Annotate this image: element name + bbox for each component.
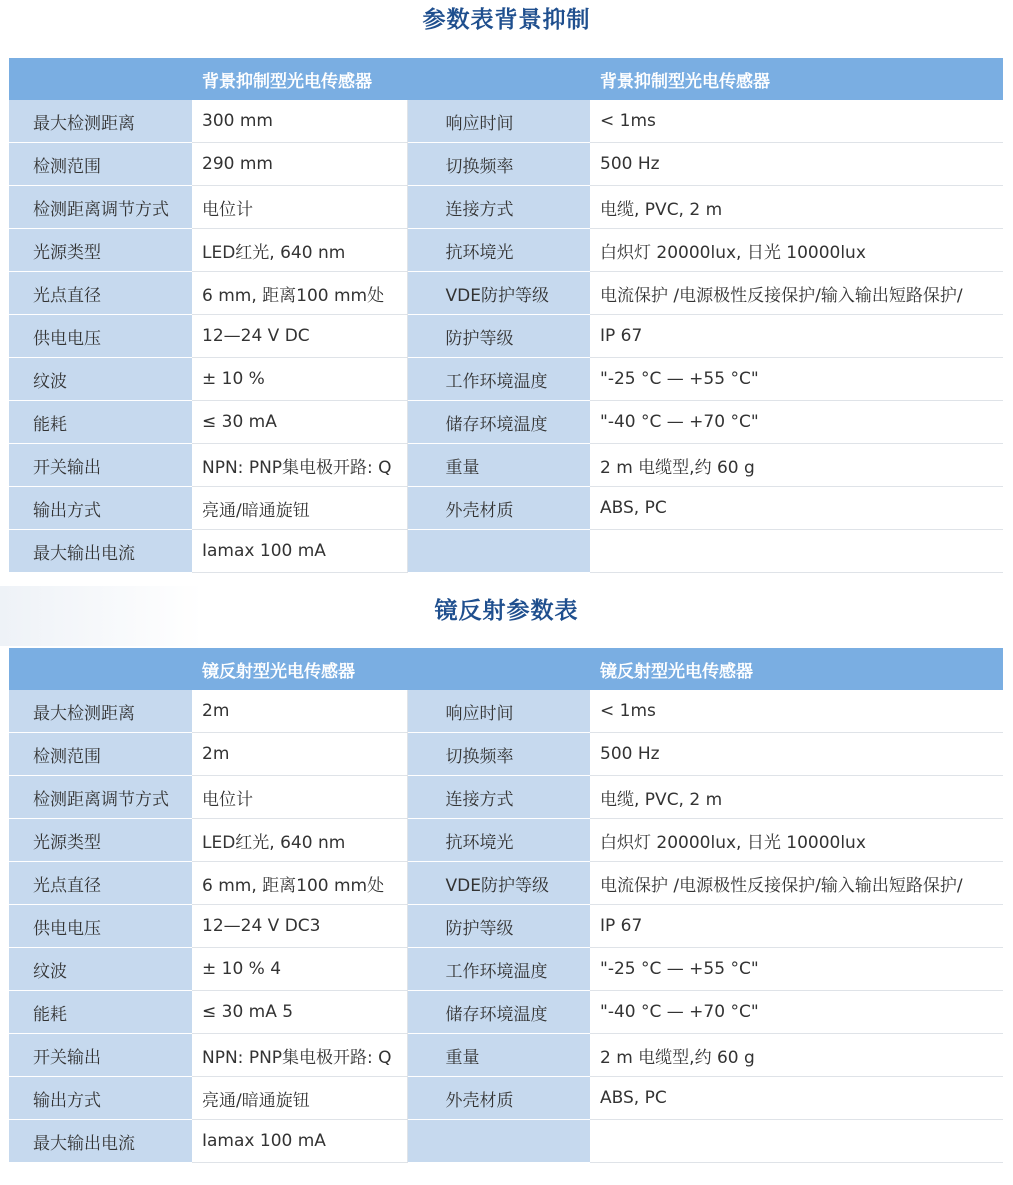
param-value: ± 10 % 4 bbox=[192, 948, 407, 991]
param-label: 检测距离调节方式 bbox=[9, 186, 192, 229]
table-row bbox=[9, 530, 1003, 573]
section-title: 镜反射参数表 bbox=[0, 586, 1013, 646]
section-title: 参数表背景抑制 bbox=[422, 7, 591, 33]
param-value: 290 mm bbox=[192, 143, 407, 186]
param-value: LED红光, 640 nm bbox=[192, 819, 407, 862]
param-label: 光源类型 bbox=[9, 229, 192, 272]
param-value: "-25 °C — +55 °C" bbox=[590, 358, 1003, 401]
table-row bbox=[9, 358, 1003, 401]
param-label: 检测距离调节方式 bbox=[9, 776, 192, 819]
table-row bbox=[9, 1077, 1003, 1120]
param-value: 2 m 电缆型,约 60 g bbox=[590, 1034, 1003, 1077]
param-label: 工作环境温度 bbox=[407, 358, 590, 401]
param-value: ABS, PC bbox=[590, 487, 1003, 530]
param-value: 亮通/暗通旋钮 bbox=[192, 487, 407, 530]
param-value: ≤ 30 mA bbox=[192, 401, 407, 444]
table-row bbox=[9, 819, 1003, 862]
param-value: 2 m 电缆型,约 60 g bbox=[590, 444, 1003, 487]
param-label: VDE防护等级 bbox=[407, 862, 590, 905]
param-label: 最大输出电流 bbox=[9, 530, 192, 573]
param-label: 供电电压 bbox=[9, 315, 192, 358]
param-label: 切换频率 bbox=[407, 143, 590, 186]
param-label: 外壳材质 bbox=[407, 1077, 590, 1120]
param-label bbox=[407, 1120, 590, 1163]
param-value: 2m bbox=[192, 733, 407, 776]
param-label: 抗环境光 bbox=[407, 819, 590, 862]
param-value: 12—24 V DC bbox=[192, 315, 407, 358]
param-label: 重量 bbox=[407, 1034, 590, 1077]
param-label: 检测范围 bbox=[9, 143, 192, 186]
param-label: 切换频率 bbox=[407, 733, 590, 776]
param-label: 输出方式 bbox=[9, 487, 192, 530]
param-label: 外壳材质 bbox=[407, 487, 590, 530]
param-label: 工作环境温度 bbox=[407, 948, 590, 991]
table-row bbox=[9, 905, 1003, 948]
param-value: 6 mm, 距离100 mm处 bbox=[192, 272, 407, 315]
table-row bbox=[9, 991, 1003, 1034]
param-label: 开关输出 bbox=[9, 444, 192, 487]
param-label: 抗环境光 bbox=[407, 229, 590, 272]
param-label: 能耗 bbox=[9, 991, 192, 1034]
param-label: 连接方式 bbox=[407, 186, 590, 229]
param-label: 最大输出电流 bbox=[9, 1120, 192, 1163]
table-row bbox=[9, 487, 1003, 530]
table-row bbox=[9, 401, 1003, 444]
table-row bbox=[9, 229, 1003, 272]
param-label: 光点直径 bbox=[9, 272, 192, 315]
table-row bbox=[9, 690, 1003, 733]
param-value: 电缆, PVC, 2 m bbox=[590, 776, 1003, 819]
param-label: 重量 bbox=[407, 444, 590, 487]
param-value: 300 mm bbox=[192, 100, 407, 143]
header-right: 镜反射型光电传感器 bbox=[590, 648, 1003, 690]
table-row bbox=[9, 272, 1003, 315]
background-suppression-section bbox=[0, 0, 1013, 564]
param-label: 储存环境温度 bbox=[407, 401, 590, 444]
table-header-row bbox=[9, 58, 1003, 100]
param-value: < 1ms bbox=[590, 100, 1003, 143]
table-row bbox=[9, 733, 1003, 776]
param-value: 6 mm, 距离100 mm处 bbox=[192, 862, 407, 905]
param-value: Iamax 100 mA bbox=[192, 530, 407, 573]
param-value: IP 67 bbox=[590, 315, 1003, 358]
param-value: Iamax 100 mA bbox=[192, 1120, 407, 1163]
param-value: 500 Hz bbox=[590, 733, 1003, 776]
param-label: 防护等级 bbox=[407, 315, 590, 358]
header-right: 背景抑制型光电传感器 bbox=[590, 58, 1003, 100]
param-label: 储存环境温度 bbox=[407, 991, 590, 1034]
param-value: "-40 °C — +70 °C" bbox=[590, 401, 1003, 444]
param-label: 开关输出 bbox=[9, 1034, 192, 1077]
table-row bbox=[9, 862, 1003, 905]
param-label: 纹波 bbox=[9, 948, 192, 991]
table-row bbox=[9, 948, 1003, 991]
header-left: 镜反射型光电传感器 bbox=[192, 648, 407, 690]
param-value: "-40 °C — +70 °C" bbox=[590, 991, 1003, 1034]
param-value: "-25 °C — +55 °C" bbox=[590, 948, 1003, 991]
param-value: 亮通/暗通旋钮 bbox=[192, 1077, 407, 1120]
param-value bbox=[590, 530, 1003, 573]
param-label: 响应时间 bbox=[407, 690, 590, 733]
param-value: ± 10 % bbox=[192, 358, 407, 401]
param-value: NPN: PNP集电极开路: Q bbox=[192, 1034, 407, 1077]
param-label: 连接方式 bbox=[407, 776, 590, 819]
param-label: 最大检测距离 bbox=[9, 690, 192, 733]
table-row bbox=[9, 1034, 1003, 1077]
table-row bbox=[9, 186, 1003, 229]
param-label: 光点直径 bbox=[9, 862, 192, 905]
param-label: 纹波 bbox=[9, 358, 192, 401]
table-row bbox=[9, 315, 1003, 358]
param-label bbox=[407, 530, 590, 573]
param-label: 光源类型 bbox=[9, 819, 192, 862]
param-label: 最大检测距离 bbox=[9, 100, 192, 143]
table-row bbox=[9, 776, 1003, 819]
param-value: ABS, PC bbox=[590, 1077, 1003, 1120]
param-value: 2m bbox=[192, 690, 407, 733]
param-value: 电缆, PVC, 2 m bbox=[590, 186, 1003, 229]
param-value: < 1ms bbox=[590, 690, 1003, 733]
header-left: 背景抑制型光电传感器 bbox=[192, 58, 407, 100]
param-value: 12—24 V DC3 bbox=[192, 905, 407, 948]
table-row bbox=[9, 444, 1003, 487]
table-row bbox=[9, 143, 1003, 186]
param-value: ≤ 30 mA 5 bbox=[192, 991, 407, 1034]
param-value: 电位计 bbox=[192, 776, 407, 819]
table-row bbox=[9, 1120, 1003, 1163]
param-value: 白炽灯 20000lux, 日光 10000lux bbox=[590, 229, 1003, 272]
param-label: 响应时间 bbox=[407, 100, 590, 143]
param-value bbox=[590, 1120, 1003, 1163]
spec-table bbox=[9, 58, 1003, 573]
param-label: 供电电压 bbox=[9, 905, 192, 948]
param-value: 白炽灯 20000lux, 日光 10000lux bbox=[590, 819, 1003, 862]
table-header-row bbox=[9, 648, 1003, 690]
param-value: 电流保护 /电源极性反接保护/输入输出短路保护/ bbox=[590, 862, 1003, 905]
param-label: 输出方式 bbox=[9, 1077, 192, 1120]
param-label: VDE防护等级 bbox=[407, 272, 590, 315]
param-label: 能耗 bbox=[9, 401, 192, 444]
param-value: 500 Hz bbox=[590, 143, 1003, 186]
param-value: LED红光, 640 nm bbox=[192, 229, 407, 272]
param-value: NPN: PNP集电极开路: Q bbox=[192, 444, 407, 487]
param-value: 电位计 bbox=[192, 186, 407, 229]
table-row bbox=[9, 100, 1003, 143]
param-value: 电流保护 /电源极性反接保护/输入输出短路保护/ bbox=[590, 272, 1003, 315]
mirror-reflection-section bbox=[0, 586, 1013, 1154]
param-label: 防护等级 bbox=[407, 905, 590, 948]
param-label: 检测范围 bbox=[9, 733, 192, 776]
param-value: IP 67 bbox=[590, 905, 1003, 948]
spec-table bbox=[9, 648, 1003, 1163]
